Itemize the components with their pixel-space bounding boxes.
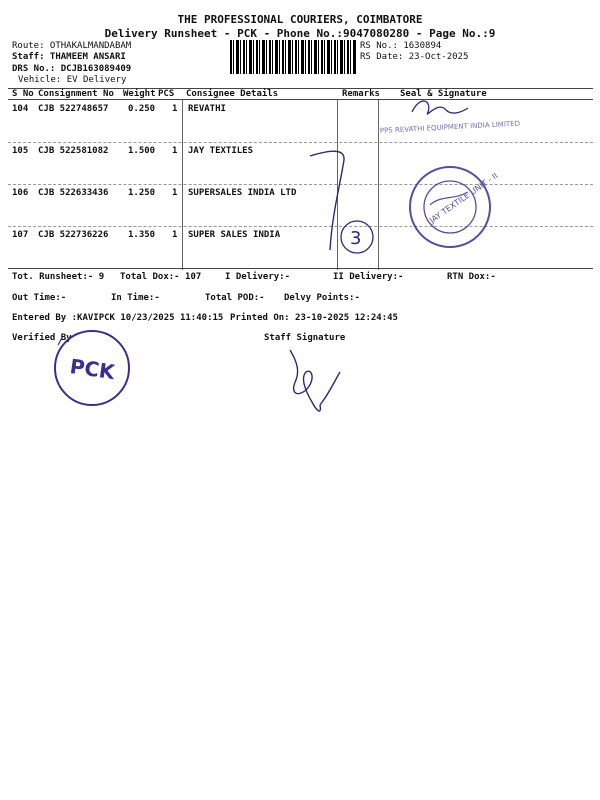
barcode-image	[230, 40, 356, 74]
ii-delivery: II Delivery:-	[333, 272, 404, 282]
route-label: Route: OTHAKALMANDABAM	[12, 41, 132, 51]
row-consignee: SUPER SALES INDIA	[188, 230, 281, 240]
vehicle-label: Vehicle: EV Delivery	[18, 75, 127, 85]
col-header-remarks: Remarks	[342, 89, 380, 99]
jay-textile-stamp-icon	[410, 167, 499, 247]
col-header-weight: Weight	[123, 89, 156, 99]
row-sno: 104	[12, 104, 29, 114]
row-divider	[8, 226, 593, 227]
rs-number: RS No.: 1630894	[360, 41, 442, 51]
row-divider	[8, 184, 593, 185]
table-bottom-rule	[8, 268, 593, 269]
col-header-consignee: Consignee Details	[186, 89, 279, 99]
column-divider-consignee	[182, 100, 183, 270]
row-consignee: SUPERSALES INDIA LTD	[188, 188, 297, 198]
col-header-pcs: PCS	[158, 89, 175, 99]
document-title: THE PROFESSIONAL COURIERS, COIMBATORE	[177, 13, 423, 26]
circled-number-text: 3	[350, 228, 362, 249]
verified-by-label: Verified By	[12, 333, 72, 343]
row-consignment-no: CJB 522748657	[38, 104, 109, 114]
total-runsheet: Tot. Runsheet:- 9	[12, 272, 105, 282]
unit-stamp-text: JAY TEXTILE UNIT - II	[428, 171, 500, 225]
total-dox: Total Dox:- 107	[120, 272, 202, 282]
row-pcs: 1	[172, 104, 178, 114]
table-header-rule	[8, 99, 593, 100]
out-time: Out Time:-	[12, 293, 67, 303]
row-sno: 106	[12, 188, 29, 198]
pck-stamp-text: PCK	[68, 354, 117, 385]
document-subtitle: Delivery Runsheet - PCK - Phone No.:9047080280 - Page No.:9	[104, 27, 496, 40]
bracket-mark-icon	[310, 151, 344, 250]
rs-date: RS Date: 23-Oct-2025	[360, 52, 469, 62]
row-weight: 1.350	[128, 230, 156, 240]
row-sno: 105	[12, 146, 29, 156]
row-consignee: REVATHI	[188, 104, 226, 114]
row-pcs: 1	[172, 230, 178, 240]
row-divider	[8, 142, 593, 143]
entered-by: Entered By :KAVIPCK 10/23/2025 11:40:15	[12, 313, 224, 323]
printed-on: Printed On: 23-10-2025 12:24:45	[230, 313, 398, 323]
i-delivery: I Delivery:-	[225, 272, 291, 282]
column-divider-seal	[378, 100, 379, 270]
drs-number: DRS No.: DCJB163089409	[12, 64, 132, 74]
row-weight: 1.250	[128, 188, 156, 198]
col-header-sno: S No	[12, 89, 34, 99]
row-consignee: JAY TEXTILES	[188, 146, 254, 156]
in-time: In Time:-	[111, 293, 160, 303]
row-weight: 0.250	[128, 104, 156, 114]
total-pod: Total POD:-	[205, 293, 265, 303]
column-divider-remarks	[337, 100, 338, 270]
row1-signature-icon	[412, 101, 468, 114]
row-pcs: 1	[172, 188, 178, 198]
staff-signature-label: Staff Signature	[264, 333, 346, 343]
col-header-consignment: Consignment No	[38, 89, 114, 99]
row1-stamp-text: PPS REVATHI EQUIPMENT INDIA LIMITED	[379, 119, 521, 135]
rtn-dox: RTN Dox:-	[447, 272, 496, 282]
col-header-seal: Seal & Signature	[400, 89, 487, 99]
row-consignment-no: CJB 522633436	[38, 188, 109, 198]
row-consignment-no: CJB 522736226	[38, 230, 109, 240]
row-consignment-no: CJB 522581082	[38, 146, 109, 156]
row-pcs: 1	[172, 146, 178, 156]
staff-label: Staff: THAMEEM ANSARI	[12, 52, 126, 62]
row-weight: 1.500	[128, 146, 156, 156]
row-sno: 107	[12, 230, 29, 240]
staff-signature-icon	[290, 350, 340, 411]
delvy-points: Delvy Points:-	[284, 293, 360, 303]
